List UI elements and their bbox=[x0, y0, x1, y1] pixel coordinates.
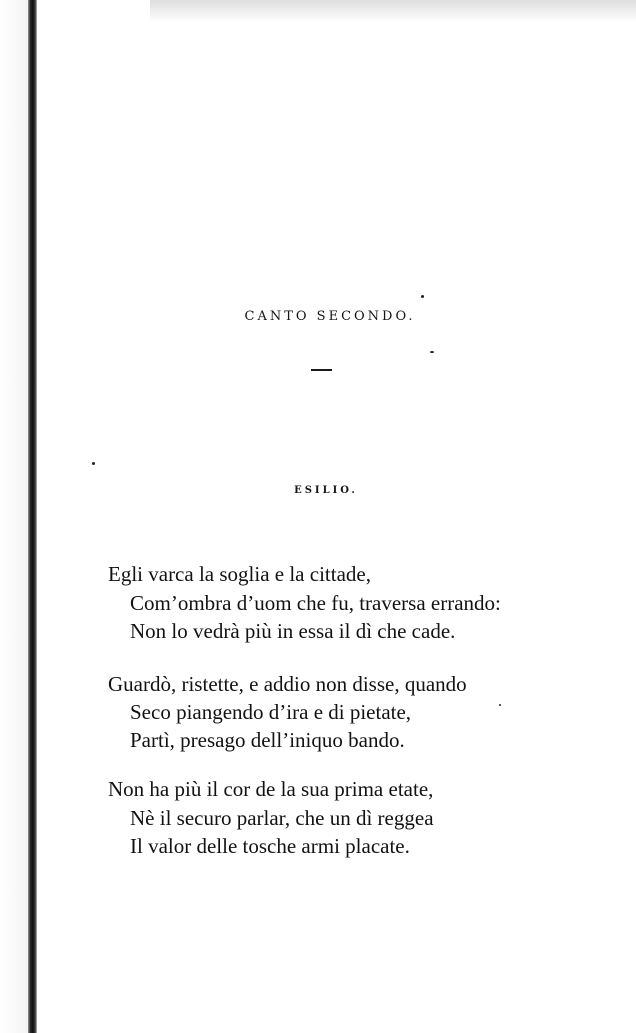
verse-line: Il valor delle tosche armi placate. bbox=[130, 834, 410, 858]
verse-line: Partì, presago dell’iniquo bando. bbox=[130, 728, 405, 752]
verse-line: Non ha più il cor de la sua prima etate, bbox=[108, 777, 434, 801]
title-rule bbox=[311, 369, 332, 371]
canto-title: CANTO SECONDO. bbox=[244, 309, 416, 324]
verse-line: Egli varca la soglia e la cittade, bbox=[108, 562, 371, 586]
verse-line: Seco piangendo d’ira e di pietate, bbox=[130, 700, 412, 724]
binding-gutter bbox=[0, 0, 28, 1033]
verse-line: Nè il securo parlar, che un dì reggea bbox=[130, 806, 434, 830]
scan-smudge bbox=[150, 0, 636, 22]
ink-speck bbox=[499, 704, 501, 706]
verse-line: Non lo vedrà più in essa il dì che cade. bbox=[130, 619, 456, 643]
ink-speck bbox=[421, 295, 424, 298]
verse-line: Com’ombra d’uom che fu, traversa errando: bbox=[130, 591, 501, 615]
ink-speck bbox=[430, 351, 434, 353]
section-title: ESILIO. bbox=[294, 485, 358, 496]
ink-speck bbox=[92, 462, 95, 465]
binding-edge bbox=[28, 0, 37, 1033]
verse-line: Guardò, ristette, e addio non disse, quando bbox=[108, 672, 467, 696]
